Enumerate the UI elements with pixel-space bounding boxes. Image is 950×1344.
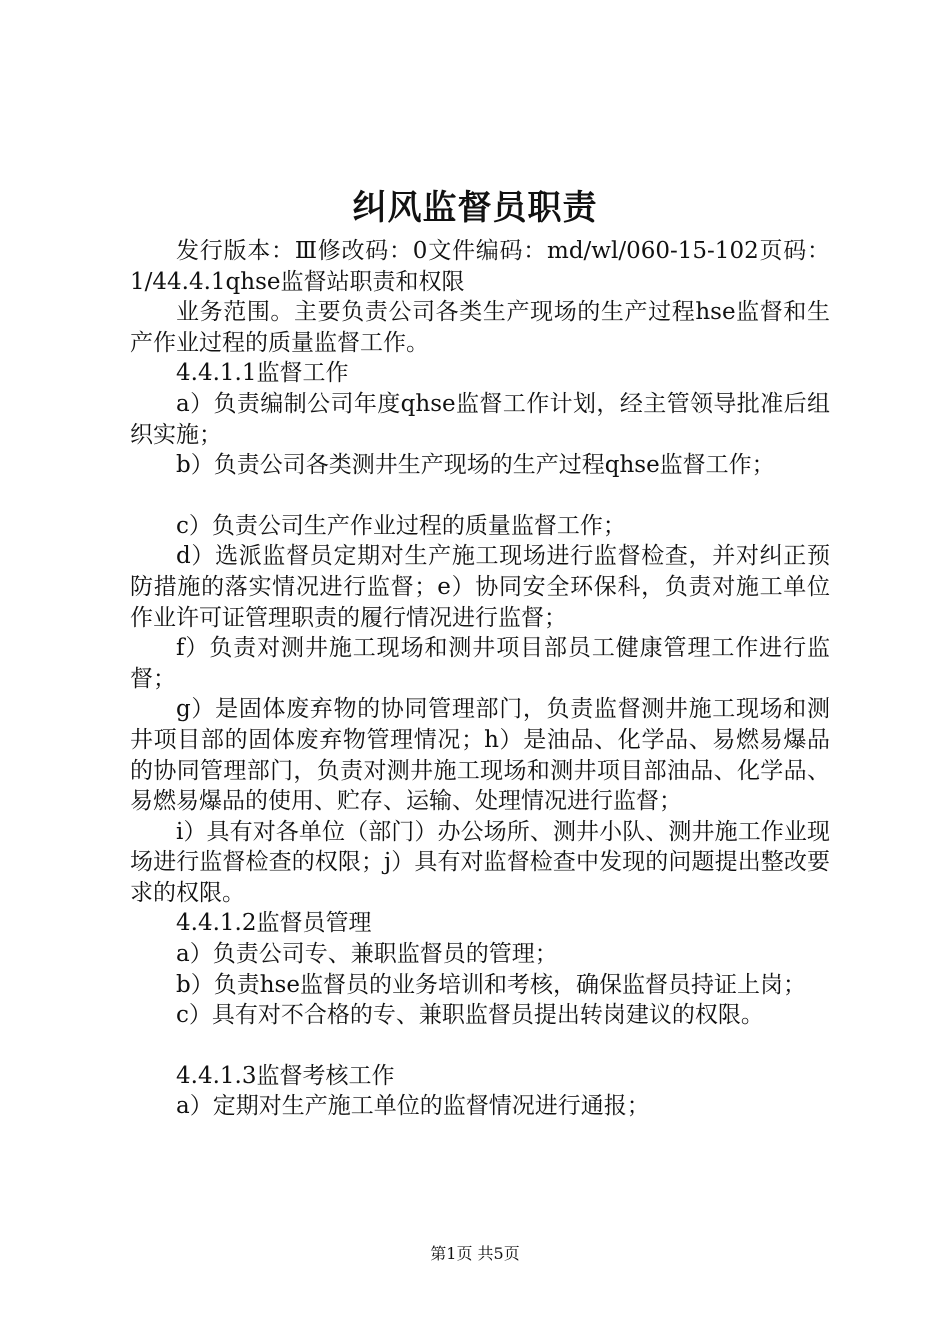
paragraph-business-scope: 业务范围。主要负责公司各类生产现场的生产过程hse监督和生产作业过程的质量监督工作。 [130, 299, 830, 356]
page-number-footer: 第1页 共5页 [430, 1244, 520, 1263]
paragraph-item-f: f）负责对测井施工现场和测井项目部员工健康管理工作进行监督； [130, 635, 830, 692]
paragraph-item-b-2: b）负责hse监督员的业务培训和考核，确保监督员持证上岗； [176, 971, 806, 998]
paragraph-version-info: 发行版本：Ⅲ修改码：0文件编码：md/wl/060-15-102页码：1/44.4.1qhse监督站职责和权限 [130, 238, 830, 295]
paragraph-item-d-e: d）选派监督员定期对生产施工现场进行监督检查，并对纠正预防措施的落实情况进行监督；e）协同安全环保科，负责对施工单位作业许可证管理职责的履行情况进行监督； [130, 543, 830, 631]
paragraph-item-i-j: i）具有对各单位（部门）办公场所、测井小队、测井施工作业现场进行监督检查的权限；j）具有对监督检查中发现的问题提出整改要求的权限。 [130, 818, 830, 906]
document-title: 纠风监督员职责 [352, 188, 598, 228]
section-heading-4-4-1-3: 4.4.1.3监督考核工作 [176, 1062, 395, 1089]
section-heading-4-4-1-1: 4.4.1.1监督工作 [176, 360, 349, 387]
paragraph-item-c: c）负责公司生产作业过程的质量监督工作； [176, 512, 626, 539]
paragraph-item-a: a）负责编制公司年度qhse监督工作计划，经主管领导批准后组织实施； [130, 390, 830, 448]
document-body [130, 236, 830, 1122]
section-heading-4-4-1-2: 4.4.1.2监督员管理 [176, 910, 372, 937]
paragraph-item-c-2: c）具有对不合格的专、兼职监督员提出转岗建议的权限。 [176, 1002, 764, 1029]
paragraph-item-g-h: g）是固体废弃物的协同管理部门，负责监督测井施工现场和测井项目部的固体废弃物管理情况；h）是油品、化学品、易燃易爆品的协同管理部门，负责对测井施工现场和测井项目部油品、化学品、易燃易爆品的使用、贮存、运输、处理情况进行监督； [130, 696, 830, 815]
paragraph-item-b: b）负责公司各类测井生产现场的生产过程qhse监督工作； [176, 452, 775, 479]
paragraph-item-a-2: a）负责公司专、兼职监督员的管理； [176, 941, 558, 968]
paragraph-item-a-3: a）定期对生产施工单位的监督情况进行通报； [176, 1093, 650, 1120]
